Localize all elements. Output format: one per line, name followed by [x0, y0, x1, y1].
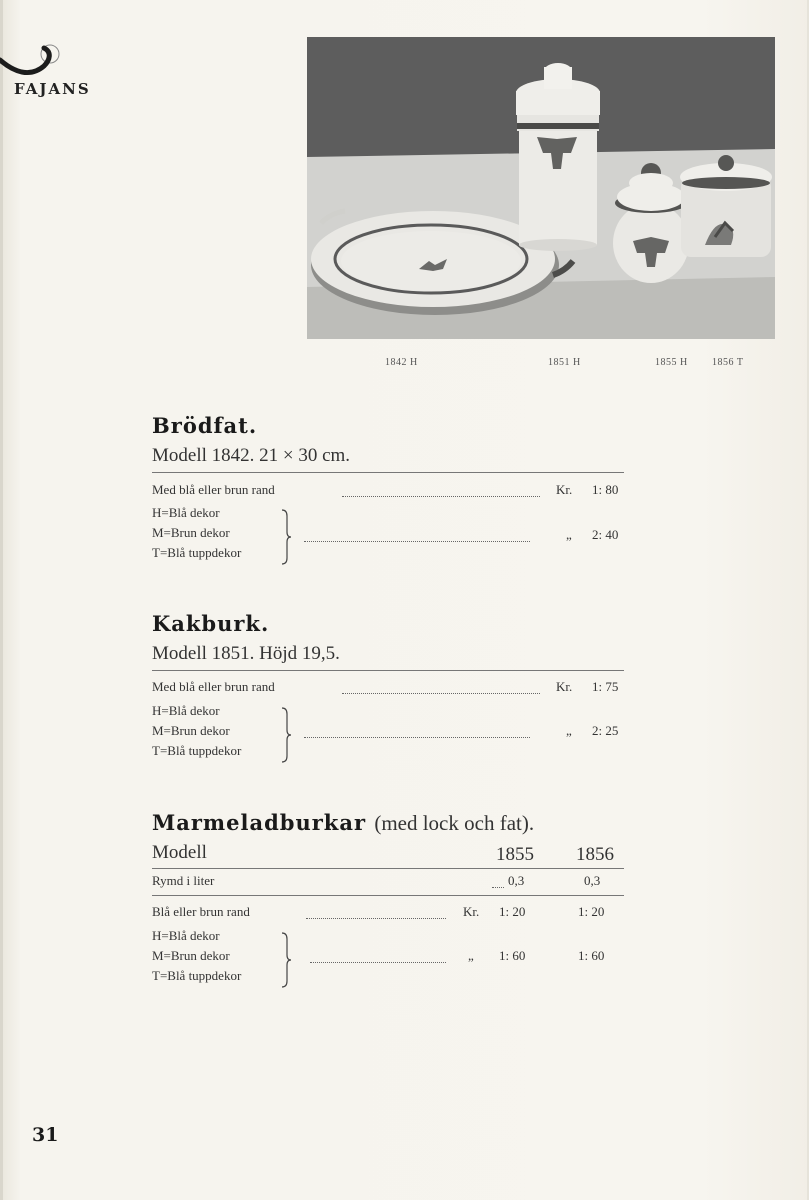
- marmelad-brace-icon: [280, 931, 292, 989]
- kakburk-row2-price: 2: 25: [592, 723, 619, 738]
- kakburk-model-line: Modell 1851. Höjd 19,5.: [152, 643, 340, 664]
- marmelad-volume-leader: [492, 887, 504, 888]
- brodfat-model-line: Modell 1842. 21 × 30 cm.: [152, 445, 351, 466]
- marmelad-row1-price-1856: 1: 20: [578, 904, 605, 919]
- marmelad-subtitle: (med lock och fat).: [374, 811, 535, 835]
- brodfat-brace-icon: [280, 508, 292, 566]
- marmelad-row2-leader: [310, 962, 446, 963]
- marmelad-volume-label: Rymd i liter: [152, 873, 215, 888]
- kakburk-brace-icon: [280, 706, 292, 764]
- marmelad-decor-h: H=Blå dekor: [152, 928, 220, 943]
- marmelad-model-1856: 1856: [576, 844, 614, 865]
- marmelad-decor-t: T=Blå tuppdekor: [152, 968, 242, 983]
- brodfat-decor-h: H=Blå dekor: [152, 505, 220, 520]
- brodfat-row1-leader: [342, 496, 540, 497]
- brodfat-decor-m: M=Brun dekor: [152, 525, 230, 540]
- caption-1842: 1842 H: [385, 357, 418, 368]
- kakburk-row1-leader: [342, 693, 540, 694]
- marmelad-row2-price-1856: 1: 60: [578, 948, 605, 963]
- brodfat-row2-currency: „: [566, 527, 572, 542]
- marmelad-heading: [152, 810, 534, 836]
- marmelad-row2-currency: „: [468, 948, 474, 963]
- caption-1851: 1851 H: [548, 357, 581, 368]
- marmelad-row2-price-1855: 1: 60: [499, 948, 526, 963]
- kakburk-decor-h: H=Blå dekor: [152, 703, 220, 718]
- brodfat-row2-price: 2: 40: [592, 527, 619, 542]
- brodfat-rule: [152, 472, 624, 473]
- kakburk-row1-currency: Kr.: [556, 679, 573, 694]
- binding-string-icon: [0, 38, 70, 86]
- kakburk-row1-label: Med blå eller brun rand: [152, 679, 275, 694]
- kakburk-heading: Kakburk.: [152, 611, 270, 636]
- kakburk-row2-leader: [304, 737, 530, 738]
- marmelad-volume-1855: 0,3: [508, 873, 525, 888]
- page-number: 31: [32, 1124, 59, 1146]
- marmelad-row1-leader: [306, 918, 446, 919]
- marmelad-model-1855: 1855: [496, 844, 534, 865]
- kakburk-row1-price: 1: 75: [592, 679, 619, 694]
- brodfat-decor-t: T=Blå tuppdekor: [152, 545, 242, 560]
- marmelad-model-label: Modell: [152, 842, 207, 863]
- section-label: FAJANS: [14, 80, 91, 98]
- brodfat-row2-leader: [304, 541, 530, 542]
- caption-1855: 1855 H: [655, 357, 688, 368]
- marmelad-rule-2: [152, 895, 624, 896]
- marmelad-row1-currency: Kr.: [463, 904, 480, 919]
- marmelad-decor-m: M=Brun dekor: [152, 948, 230, 963]
- marmelad-title: Marmeladburkar: [152, 810, 367, 835]
- brodfat-row1-currency: Kr.: [556, 482, 573, 497]
- kakburk-decor-t: T=Blå tuppdekor: [152, 743, 242, 758]
- kakburk-row2-currency: „: [566, 723, 572, 738]
- marmelad-row1-price-1855: 1: 20: [499, 904, 526, 919]
- brodfat-row1-price: 1: 80: [592, 482, 619, 497]
- brodfat-heading: Brödfat.: [152, 413, 258, 438]
- caption-1856: 1856 T: [712, 357, 744, 368]
- marmelad-volume-1856: 0,3: [584, 873, 601, 888]
- marmelad-row1-label: Blå eller brun rand: [152, 904, 250, 919]
- kakburk-decor-m: M=Brun dekor: [152, 723, 230, 738]
- kakburk-rule: [152, 670, 624, 671]
- marmelad-rule-1: [152, 868, 624, 869]
- brodfat-row1-label: Med blå eller brun rand: [152, 482, 275, 497]
- product-photo: [307, 37, 775, 339]
